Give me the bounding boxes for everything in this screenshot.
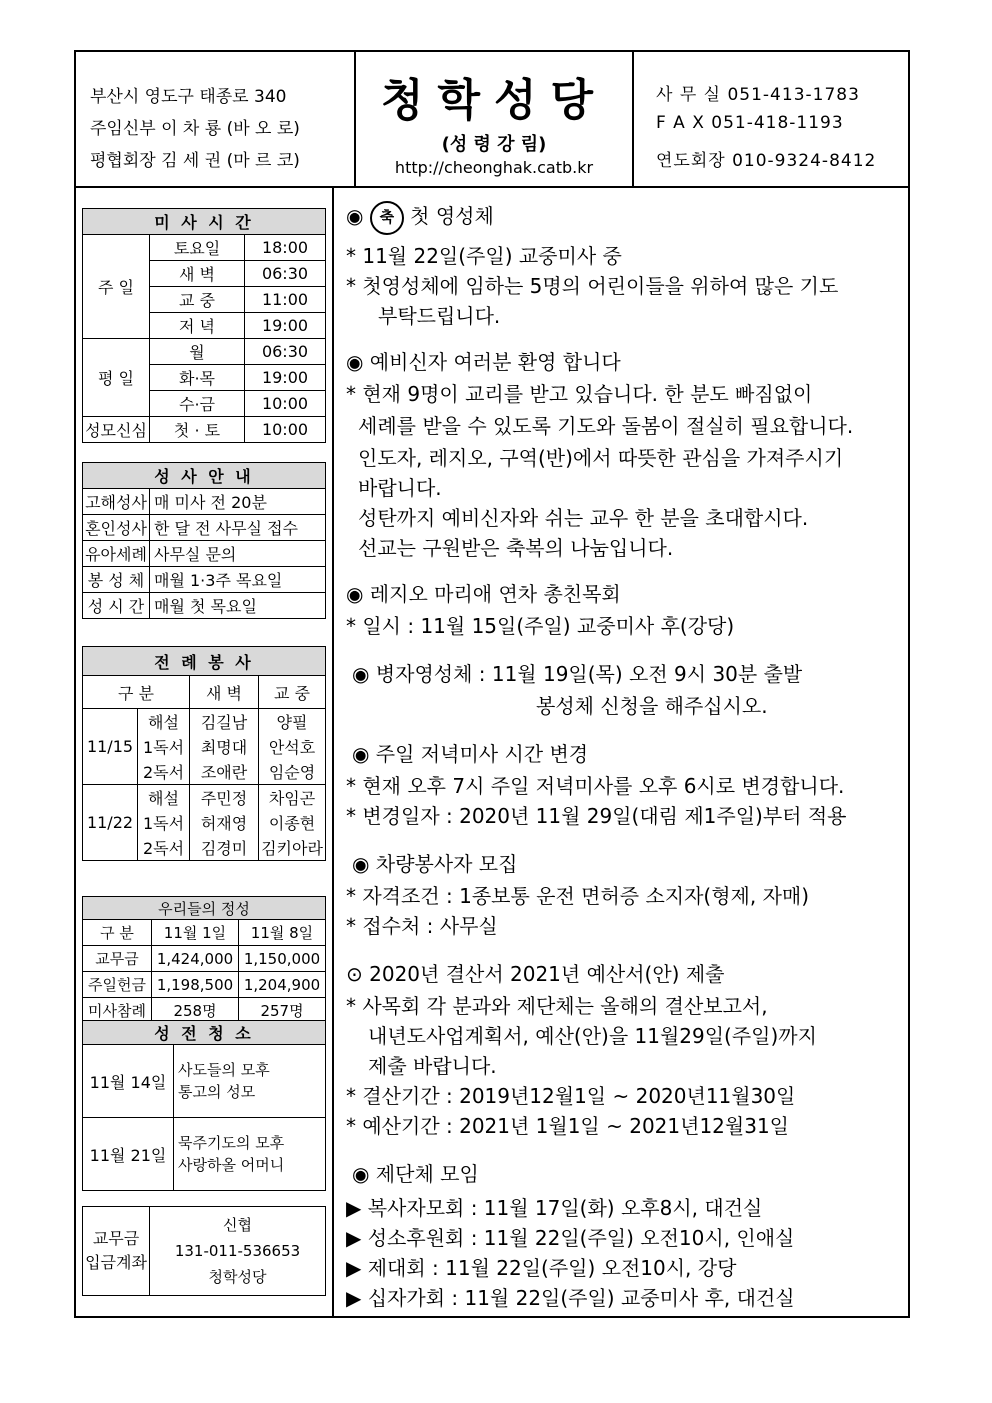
mass-day: 교 중 [150, 287, 245, 313]
notice-line: ▶ 십자가회 : 11월 22일(주일) 교중미사 후, 대건실 [346, 1286, 795, 1310]
notice-line: 봉성체 신청을 해주십시오. [536, 694, 768, 718]
mass-time: 11:00 [245, 287, 326, 313]
liturgy-person: 김길남 [190, 709, 259, 735]
cleaning-group-line: 통고의 성모 [178, 1083, 256, 1101]
liturgy-person: 안석호 [259, 734, 326, 759]
liturgy-person: 이종현 [259, 810, 326, 835]
notice-line: 선교는 구원받은 축복의 나눔입니다. [358, 536, 674, 560]
notice-line: 부탁드립니다. [378, 304, 501, 328]
sunday-label: 주 일 [83, 235, 150, 339]
sidebar [76, 188, 334, 1318]
sacrament-desc: 매 미사 전 20분 [150, 489, 326, 515]
offering-col: 11월 8일 [239, 920, 326, 946]
budget-heading: ⊙ 2020년 결산서 2021년 예산서(안) 제출 [346, 962, 725, 986]
legio-heading: ◉ 레지오 마리애 연차 총친목회 [346, 582, 621, 606]
liturgy-role: 2독서 [138, 759, 190, 785]
mass-day: 첫 · 토 [150, 417, 245, 443]
liturgy-role: 1독서 [138, 734, 190, 759]
notice-line: * 현재 9명이 교리를 받고 있습니다. 한 분도 빠짐없이 [346, 382, 813, 406]
notice-line: ▶ 복사자모회 : 11월 17일(화) 오후8시, 대건실 [346, 1196, 763, 1220]
account-number: 131-011-536653 [174, 1242, 301, 1260]
mass-time: 19:00 [245, 365, 326, 391]
notice-line: * 변경일자 : 2020년 11월 29일(대림 제1주일)부터 적용 [346, 804, 847, 828]
sacrament-name: 혼인성사 [83, 515, 150, 541]
notice-line: * 접수처 : 사무실 [346, 914, 498, 938]
liturgy-person: 주민정 [190, 785, 259, 811]
notice-line: * 일시 : 11월 15일(주일) 교중미사 후(강당) [346, 614, 735, 638]
bullet-icon: ◉ [346, 204, 364, 228]
liturgy-date: 11/15 [83, 709, 138, 785]
liturgy-person: 양필 [259, 709, 326, 735]
council-president: 평협회장 김 세 권 (마 르 코) [90, 151, 300, 171]
liturgy-person: 최명대 [190, 734, 259, 759]
mass-day: 토요일 [150, 235, 245, 261]
mass-day: 화·목 [150, 365, 245, 391]
offering-value: 1,198,500 [152, 972, 239, 998]
driver-volunteer-heading: ◉ 차량봉사자 모집 [352, 852, 518, 876]
notice-line: 내년도사업계획서, 예산(안)을 11월29일(주일)까지 [368, 1024, 817, 1048]
liturgy-col: 구 분 [83, 676, 190, 709]
cleaning-group [174, 1045, 326, 1118]
fax-number: F A X 051-418-1193 [656, 113, 844, 133]
evening-mass-heading: ◉ 주일 저녁미사 시간 변경 [352, 742, 589, 766]
cleaning-title: 성 전 청 소 [83, 1021, 326, 1045]
catechumen-heading: ◉ 예비신자 여러분 환영 합니다 [346, 350, 621, 374]
offering-table [82, 896, 326, 1024]
liturgy-col: 새 벽 [190, 676, 259, 709]
notice-line: 세례를 받을 수 있도록 기도와 돌봄이 절실히 필요합니다. [358, 414, 854, 438]
header-center [356, 52, 634, 186]
sacrament-name: 봉 성 체 [83, 567, 150, 593]
offering-value: 258명 [152, 998, 239, 1024]
mass-time: 18:00 [245, 235, 326, 261]
liturgy-role: 1독서 [138, 810, 190, 835]
offering-col: 11월 1일 [152, 920, 239, 946]
offering-name: 주일헌금 [83, 972, 152, 998]
liturgical-day: (성 령 강 림) [441, 134, 547, 155]
notice-line: * 현재 오후 7시 주일 저녁미사를 오후 6시로 변경합니다. [346, 774, 845, 798]
notice-line: * 사목회 각 분과와 제단체는 올해의 결산보고서, [346, 994, 768, 1018]
marian-label: 성모신심 [83, 417, 150, 443]
parish-url[interactable]: http://cheonghak.catb.kr [394, 158, 594, 177]
notice-line: * 예산기간 : 2021년 1월1일 ~ 2021년12월31일 [346, 1114, 789, 1138]
parish-title: 청학성당 [380, 75, 607, 126]
offering-title: 우리들의 정성 [83, 897, 326, 920]
mass-times-table [82, 208, 326, 443]
offering-value: 1,424,000 [152, 946, 239, 972]
liturgy-person: 차임곤 [259, 785, 326, 811]
notice-line: * 첫영성체에 임하는 5명의 어린이들을 위하여 많은 기도 [346, 274, 839, 298]
mass-day: 수·금 [150, 391, 245, 417]
cleaning-group-line: 묵주기도의 모후 [178, 1134, 285, 1152]
header-left [76, 52, 356, 186]
liturgy-person: 허재영 [190, 810, 259, 835]
account-details [150, 1207, 326, 1296]
liturgy-role: 2독서 [138, 835, 190, 861]
mass-time: 06:30 [245, 339, 326, 365]
cleaning-group-line: 사도들의 모후 [178, 1061, 270, 1079]
liturgy-person: 김경미 [190, 835, 259, 861]
mass-day: 월 [150, 339, 245, 365]
notice-line: * 자격조건 : 1종보통 운전 면허증 소지자(형제, 자매) [346, 884, 810, 908]
first-communion-title: 첫 영성체 [410, 204, 494, 228]
weekday-label: 평 일 [83, 339, 150, 417]
offering-value: 1,204,900 [239, 972, 326, 998]
offering-col: 구 분 [83, 920, 152, 946]
sick-communion-heading: ◉ 병자영성체 : 11월 19일(목) 오전 9시 30분 출발 [352, 662, 803, 686]
mass-time: 19:00 [245, 313, 326, 339]
notice-line: 인도자, 레지오, 구역(반)에서 따뜻한 관심을 가져주시기 [358, 446, 844, 470]
liturgy-title: 전 례 봉 사 [83, 647, 326, 676]
account-label-line: 교무금 [92, 1229, 140, 1248]
cleaning-date: 11월 21일 [83, 1118, 174, 1191]
account-table [82, 1206, 326, 1296]
groups-meeting-heading: ◉ 제단체 모임 [352, 1162, 479, 1186]
first-communion-heading [346, 200, 494, 235]
liturgy-table [82, 646, 326, 861]
mass-time: 10:00 [245, 391, 326, 417]
notice-line: * 결산기간 : 2019년12월1일 ~ 2020년11월30일 [346, 1084, 796, 1108]
sacrament-desc: 매월 첫 목요일 [150, 593, 326, 619]
sacrament-name: 유아세례 [83, 541, 150, 567]
offering-value: 1,150,000 [239, 946, 326, 972]
mass-day: 저 녁 [150, 313, 245, 339]
mass-day: 새 벽 [150, 261, 245, 287]
offering-value: 257명 [239, 998, 326, 1024]
mass-times-title: 미 사 시 간 [83, 209, 326, 235]
liturgy-role: 해설 [138, 785, 190, 811]
yeondo-phone: 연도회장 010-9324-8412 [656, 151, 877, 171]
sacraments-table [82, 462, 326, 619]
sacrament-name: 성 시 간 [83, 593, 150, 619]
cleaning-date: 11월 14일 [83, 1045, 174, 1118]
notice-line: 성탄까지 예비신자와 쉬는 교우 한 분을 초대합시다. [358, 506, 809, 530]
liturgy-date: 11/22 [83, 785, 138, 861]
cleaning-group-line: 사랑하올 어머니 [178, 1156, 285, 1174]
sacrament-desc: 한 달 전 사무실 접수 [150, 515, 326, 541]
account-label [83, 1207, 150, 1296]
sacraments-title: 성 사 안 내 [83, 463, 326, 489]
office-phone: 사 무 실 051-413-1783 [656, 85, 860, 105]
liturgy-person: 김키아라 [259, 835, 326, 861]
notice-line: 바랍니다. [358, 476, 442, 500]
main-content [334, 188, 908, 1318]
mass-time: 10:00 [245, 417, 326, 443]
account-holder: 청학성당 [208, 1268, 267, 1286]
liturgy-person: 임순영 [259, 759, 326, 785]
liturgy-person: 조애란 [190, 759, 259, 785]
offering-name: 교무금 [83, 946, 152, 972]
notice-line: ▶ 성소후원회 : 11월 22일(주일) 오전10시, 인애실 [346, 1226, 795, 1250]
celebration-badge-icon: 축 [370, 201, 404, 235]
pastor-name: 주임신부 이 차 룡 (바 오 로) [90, 119, 300, 139]
account-label-line: 입금계좌 [85, 1253, 147, 1272]
account-bank: 신협 [223, 1216, 252, 1234]
parish-address: 부산시 영도구 태종로 340 [90, 87, 287, 107]
bulletin-frame [74, 50, 910, 1318]
cleaning-group [174, 1118, 326, 1191]
sacrament-desc: 사무실 문의 [150, 541, 326, 567]
liturgy-role: 해설 [138, 709, 190, 735]
notice-line: ▶ 제대회 : 11월 22일(주일) 오전10시, 강당 [346, 1256, 737, 1280]
notice-line: * 11월 22일(주일) 교중미사 중 [346, 244, 622, 268]
sacrament-desc: 매월 1·3주 목요일 [150, 567, 326, 593]
cleaning-table [82, 1020, 326, 1191]
liturgy-col: 교 중 [259, 676, 326, 709]
offering-name: 미사참례 [83, 998, 152, 1024]
sacrament-name: 고해성사 [83, 489, 150, 515]
header-right [634, 52, 908, 186]
header [76, 52, 908, 188]
notice-line: 제출 바랍니다. [368, 1054, 497, 1078]
mass-time: 06:30 [245, 261, 326, 287]
